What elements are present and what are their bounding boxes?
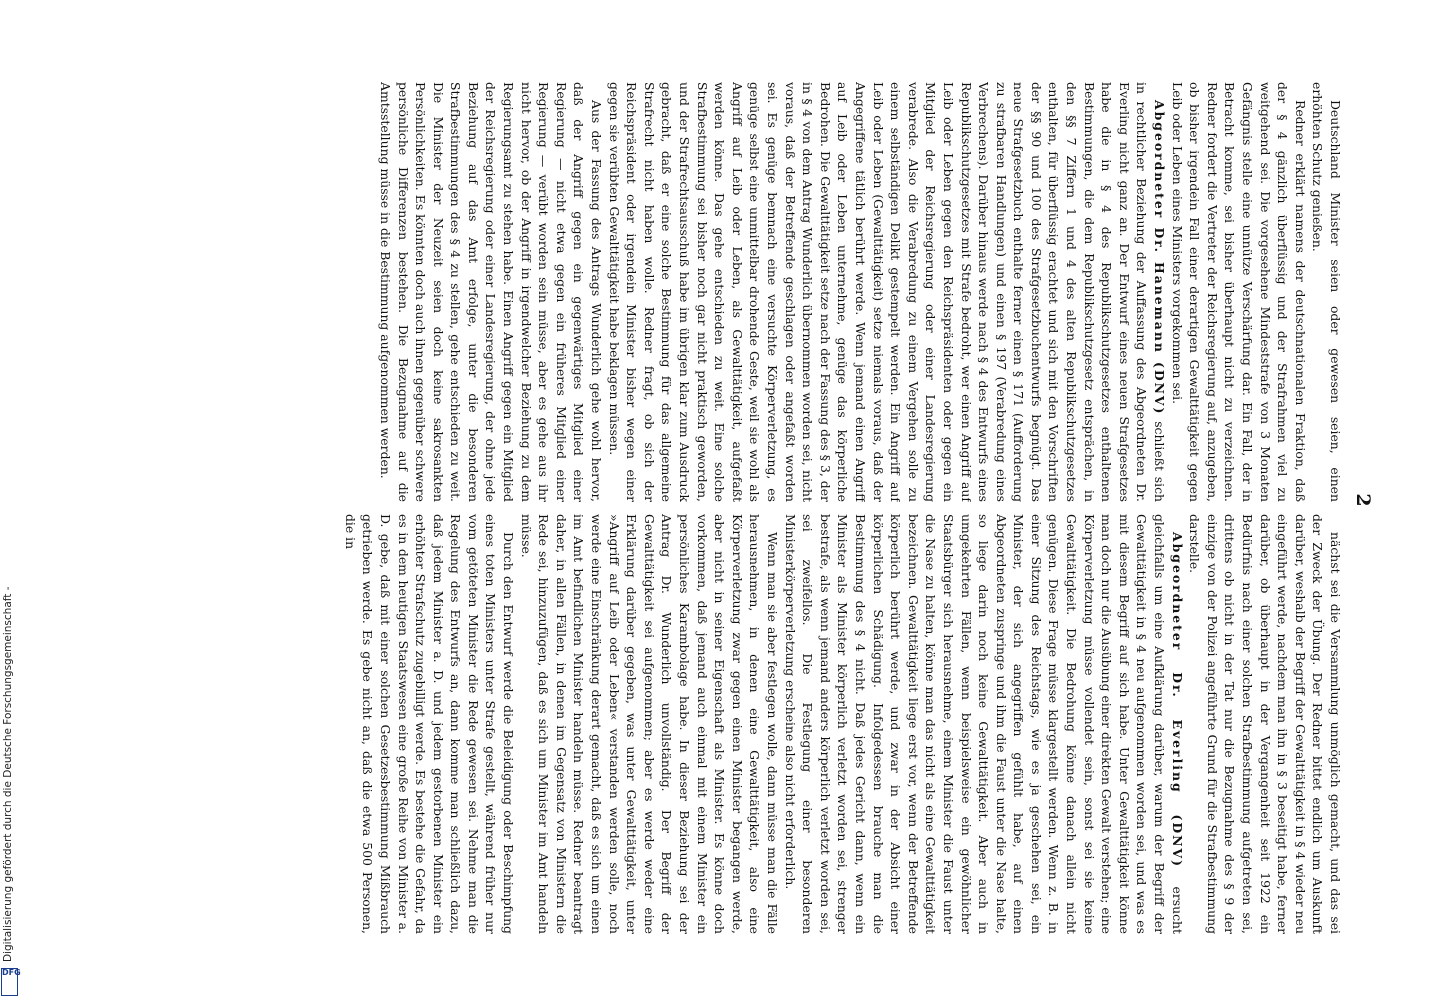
paragraph-text: ersucht gleichfalls um eine Aufklärung darüber, warum der Begriff der Gewalttätigkeit in § 4 neu aufgenommen worden sei, und was es mit diesem Begriff auf sich habe. Unter Gewalttätigkeit könne man doch nur die Ausübung einer direkten Gewalt verstehen; eine Körperverletzung müsse vollendet sein, sonst sei sie keine Gewalttätigkeit. Die Bedrohung könne danach allein nicht genügen. Diese Frage müsse klargestellt werden. Wenn z. B. in einer Sitzung des Reichstags, wie es ja geschehen sei, ein Minister, der sich angegriffen gefühlt habe, auf einen Abgeordneten zuspringe und ihm die Faust unter die Nase halte, so liege darin noch keine Gewalttätigkeit. Aber auch in umgekehrten Fällen, wenn beispielsweise ein gewöhnlicher Staatsbürger sich herausnehme, einem Minister die Faust unter die Nase zu halten, könne man das nicht als eine Gewalttätigkeit bezeichnen. Gewalttätigkeit liege erst vor, wenn der Betreffende körperlich berührt werde, und zwar in der Absicht einer körperlichen Schädigung. Infolgedessen brauche man die Bestimmung des § 4 nicht. Daß jedes Gericht dann, wenn ein Minister als Minister körperlich verletzt worden sei, strenger bestrafe, als wenn jemand anders körperlich verletzt worden sei, sei zweifellos. Die Festlegung einer besonderen Ministerkörperverletzung erscheine also nicht erforderlich. (782, 514, 1185, 934)
paragraph (1309, 82, 1344, 502)
paragraph-text: Durch den Entwurf werde die Beleidigung oder Beschimpfung eines toten Ministers unter Strafe gestellt, während früher nur vom getöteten Minister die Rede gewesen sei. Nehme man die Regelung des Entwurfs an, dann komme man schließlich dazu, daß jedem Minister a. D. und jedem gestorbenen Minister ein erhöhter Strafschutz zugebilligt werde. Es bestehe die Gefahr, da es in dem heutigen Staatswesen eine große Reihe von Minister a. D. gebe, daß mit einer solchen Gesetzesbestimmung Mißbrauch getrieben werde. Es gebe nicht an, daß die etwa 500 Personen, die in (342, 514, 517, 934)
paragraph (781, 514, 1186, 934)
paragraph (517, 514, 781, 934)
dfg-logo-label: DFG (2, 968, 21, 977)
text-column-right (94, 514, 1344, 934)
paragraph-text: Wenn man sie aber festlegen wolle, dann müsse man die Fälle herausnehmen, in denen eine Gewalttätigkeit, also eine Körperverletzung zwar gegen einen Minister begangen werde, aber nicht in seiner Eigenschaft als Minister. Es könne doch vorkommen, daß jemand auch einmal mit einem Minister ein persönliches Karambolage habe. In dieser Beziehung sei der Antrag Dr. Wunderlich unvollständig. Der Begriff der Gewalttätigkeit sei aufgenommen; aber es werde weder eine Erklärung darüber gegeben, was unter Gewalttätigkeit, unter »Angriff auf Leib oder Leben« verstanden werden solle, noch werde eine Einschränkung derart gemacht, daß es sich um einen im Amt befindlichen Minister handeln müsse. Redner beantragt daher, in allen Fällen, in denen im Gegensatz von Ministern die Rede sei, hinzuzufügen, daß es sich um Minister im Amt handeln müsse. (518, 514, 780, 934)
digitization-credit (2, 0, 18, 962)
page-number: 2 (1352, 493, 1374, 507)
dfg-logo (1, 968, 21, 996)
text-column-left (94, 82, 1344, 502)
paragraph-text: Redner erklärt namens der deutschnationalen Fraktion, daß der § 4 gänzlich überflüssig und der Strafrahmen viel zu weitgehend sei. Die vorgesehene Mindeststrafe von 3 Monaten Gefängnis stelle eine unnütze Verschärfung dar. Ein Fall, der in Betracht komme, sei bisher überhaupt nicht zu verzeichnen. Redner fordert die Vertreter der Reichsregierung auf, anzugeben, ob bisher irgendein Fall einer derartigen Gewalttätigkeit gegen Leib oder Leben eines Ministers vorgekommen sei. (1169, 82, 1308, 502)
speaker-name: Abgeordneter Dr. Hanemann (DNV) (1152, 100, 1168, 416)
speaker-name: Abgeordneter Dr. Everling (DNV) (1169, 532, 1185, 868)
paragraph-text: Deutschland Minister seien oder gewesen seien, einen erhöhten Schutz genießen. (1310, 82, 1343, 502)
paragraph (376, 82, 605, 502)
paragraph (1168, 82, 1309, 502)
paragraph (341, 514, 517, 934)
paragraph-text: schließt sich in rechtlicher Beziehung der Auffassung des Abgeordneten Dr. Everling nicht ganz an. Der Entwurf eines neuen Strafgesetzes habe die in § 4 des Republikschutzgesetzes enthaltenen Bestimmungen, die dem Republikschutzgesetz entsprächen, in den §§ 7 Ziffern 1 und 4 des alten Republikschutzgesetzes enthalten, für überflüssig erachtet und sich mit den Vorschriften der §§ 90 und 100 des Strafgesetzbuchentwurfs begnügt. Das neue Strafgesetzbuch enthalte ferner einen § 171 (Aufforderung zu strafbaren Handlungen) und einen § 197 (Verabredung eines Verbrechens). Darüber hinaus werde nach § 4 des Entwurfs eines Republikschutzgesetzes mit Strafe bedroht, wer einen Angriff auf Leib oder Leben gegen den Reichspräsidenten oder gegen ein Mitglied der Reichsregierung oder einer Landesregierung verabrede. Also die Verabredung zu einem Vergehen solle zu einem selbständigen Delikt gestempelt werden. Ein Angriff auf Leib oder Leben (Gewalttätigkeit) setze niemals voraus, daß der Angegriffene tätlich berührt werde. Wenn jemand einen Angriff auf Leib oder Leben unternehme, genüge das körperliche Bedrohen. Die Gewalttätigkeit setze nach der Fassung des § 3, der in § 4 von dem Antrag Wunderlich übernommen worden sei, nicht voraus, daß der Betreffende geschlagen oder angefaßt worden sei. Es genüge bemnach eine versuchte Körperverletzung, es genüge selbst eine unmittelbar drohende Geste, weil sie wohl als Angriff auf Leib oder Leben, als Gewalttätigkeit, aufgefaßt werden könne. Das gehe entschieden zu weit. Eine solche Strafbestimmung sei bisher noch gar nicht praktisch geworden, und der Strafrechtsausschuß habe im übrigen klar zum Ausdruck gebracht, daß er eine solche Bestimmung für das allgemeine Strafrecht nicht haben wolle. Redner fragt, ob sich der Reichspräsident oder irgendein Minister bisher wegen einer gegen sie verübten Gewalttätigkeit habe beklagen müssen. (606, 82, 1168, 502)
paragraph-text: nächst sei die Versammlung unmöglich gemacht, und das sei der Zweck der Übung. Der Redner bittet endlich um Auskunft darüber, weshalb der Begriff der Gewalttätigkeit in § 4 wieder neu eingeführt werde, nachdem man ihn in § 3 beseitigt habe, ferner darüber, ob überhaupt in der Vergangenheit seit 1922 ein Bedürfnis nach einer solchen Strafbestimmung aufgetreten sei, drittens ob nicht in der Tat nur die Bezugnahme des § 9 der einzige von der Polizei angeführte Grund für die Strafbestimmung darstelle. (1187, 514, 1343, 934)
credit-label: Digitalisierung gefördert durch die Deutsche Forschungsgemeinschaft - (2, 586, 14, 962)
paragraph (1186, 514, 1344, 934)
paragraph (605, 82, 1168, 502)
paragraph-text: Aus der Fassung des Antrags Wunderlich gehe wohl hervor, daß der Angriff gegen ein gegenwärtiges Mitglied einer Regierung — nicht etwa gegen ein früheres Mitglied einer Regierung — verübt worden sein müsse, aber es gehe aus ihr nicht hervor, ob der Angriff in irgendwelcher Beziehung zu dem Regierungsamt zu stehen habe. Einen Angriff gegen ein Mitglied der Reichsregierung oder einer Landesregierung, der ohne jede Beziehung auf das Amt erfolge, unter die besonderen Strafbestimmungen des § 4 zu stellen, gehe entschieden zu weit. Die Minister der Neuzeit seien doch keine sakrosankten Persönlichkeiten. Es könnten doch auch ihnen gegenüber schwere persönliche Differenzen bestehen. Die Bezugnahme auf die Amtsstellung müsse in die Bestimmung aufgenommen werden. (377, 82, 605, 502)
